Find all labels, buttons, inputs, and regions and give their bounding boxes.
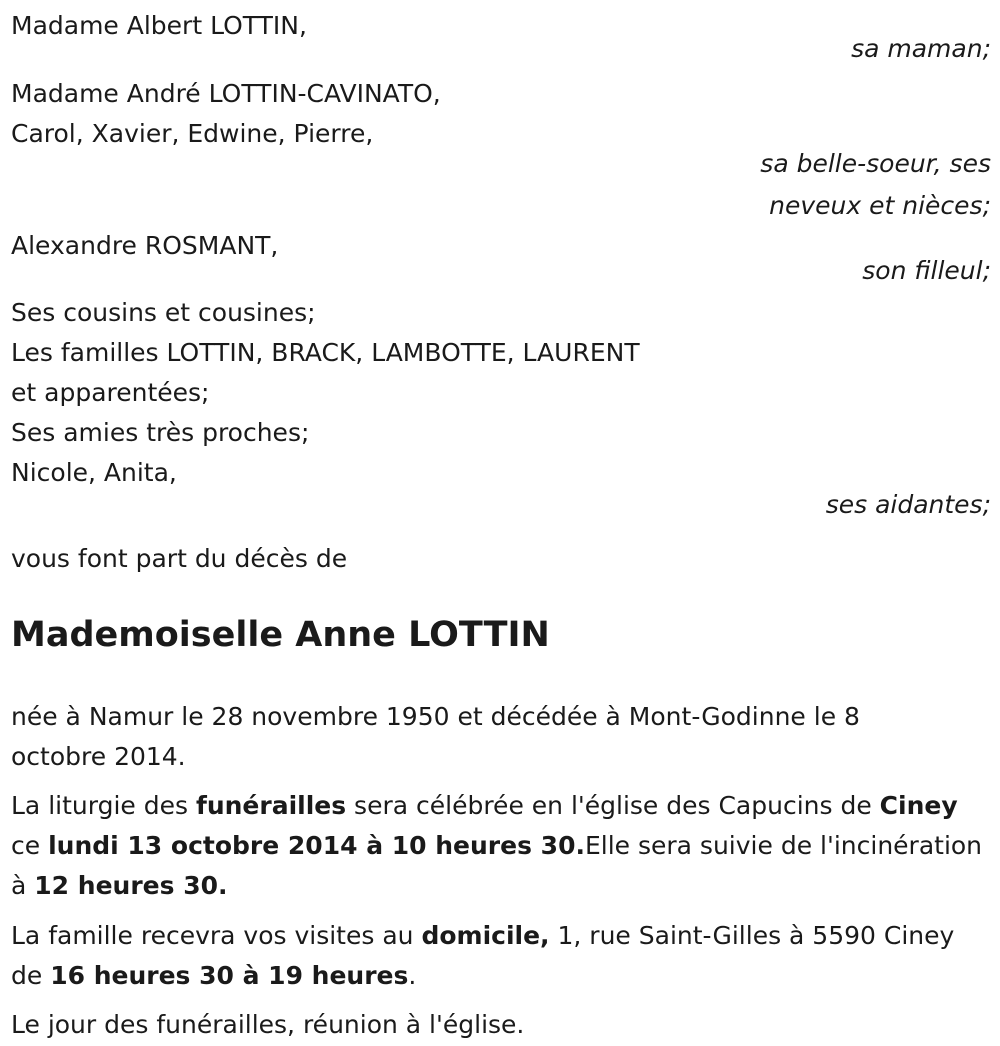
- families-line1: Les familles LOTTIN, BRACK, LAMBOTTE, LAURENT: [11, 338, 640, 367]
- visits-line1: [11, 916, 991, 956]
- birth-death-line1: née à Namur le 28 novembre 1950 et décédée à Mont-Godinne le 8: [11, 702, 860, 731]
- liturgy-funerailles: funérailles: [195, 791, 347, 820]
- godson-role: son filleul;: [862, 256, 991, 285]
- cousins: Ses cousins et cousines;: [11, 298, 316, 327]
- mother-name: Madame Albert LOTTIN,: [11, 11, 307, 40]
- liturgy-line2: [11, 826, 991, 866]
- visits-domicile: domicile,: [421, 921, 550, 950]
- liturgy-line3: [11, 866, 991, 906]
- godson-name: Alexandre ROSMANT,: [11, 231, 279, 260]
- meeting-note: Le jour des funérailles, réunion à l'église.: [11, 1010, 525, 1039]
- deceased-name: Mademoiselle Anne LOTTIN: [11, 615, 550, 655]
- visits-text: La famille recevra vos visites au: [11, 921, 422, 950]
- visits-line2: [11, 956, 991, 996]
- birth-death-line2: octobre 2014.: [11, 742, 186, 771]
- visits-address: 1, rue Saint-Gilles à 5590 Ciney: [549, 921, 955, 950]
- sister-in-law-name: Madame André LOTTIN-CAVINATO,: [11, 79, 441, 108]
- visits-text: .: [408, 961, 417, 990]
- nephews-names: Carol, Xavier, Edwine, Pierre,: [11, 119, 374, 148]
- obituary-notice: [11, 0, 991, 1045]
- incineration-time: 12 heures 30.: [34, 871, 228, 900]
- liturgy-date-time: lundi 13 octobre 2014 à 10 heures 30.: [48, 831, 585, 860]
- visits-text: de: [11, 961, 51, 990]
- liturgy-text: à: [11, 871, 35, 900]
- liturgy-text: sera célébrée en l'église des Capucins de: [346, 791, 880, 820]
- liturgy-line1: [11, 786, 991, 826]
- nephews-role-line1: sa belle-soeur, ses: [760, 149, 991, 178]
- liturgy-text: ce: [11, 831, 49, 860]
- families-line2: et apparentées;: [11, 378, 210, 407]
- helpers-role: ses aidantes;: [825, 490, 991, 519]
- helpers-names: Nicole, Anita,: [11, 458, 177, 487]
- friends: Ses amies très proches;: [11, 418, 310, 447]
- liturgy-text: La liturgie des: [11, 791, 196, 820]
- liturgy-text: Elle sera suivie de l'incinération: [584, 831, 983, 860]
- nephews-role-line2: neveux et nièces;: [769, 191, 991, 220]
- announcement: vous font part du décès de: [11, 544, 348, 573]
- visits-hours: 16 heures 30 à 19 heures: [50, 961, 409, 990]
- liturgy-city: Ciney: [879, 791, 958, 820]
- mother-role: sa maman;: [851, 34, 991, 63]
